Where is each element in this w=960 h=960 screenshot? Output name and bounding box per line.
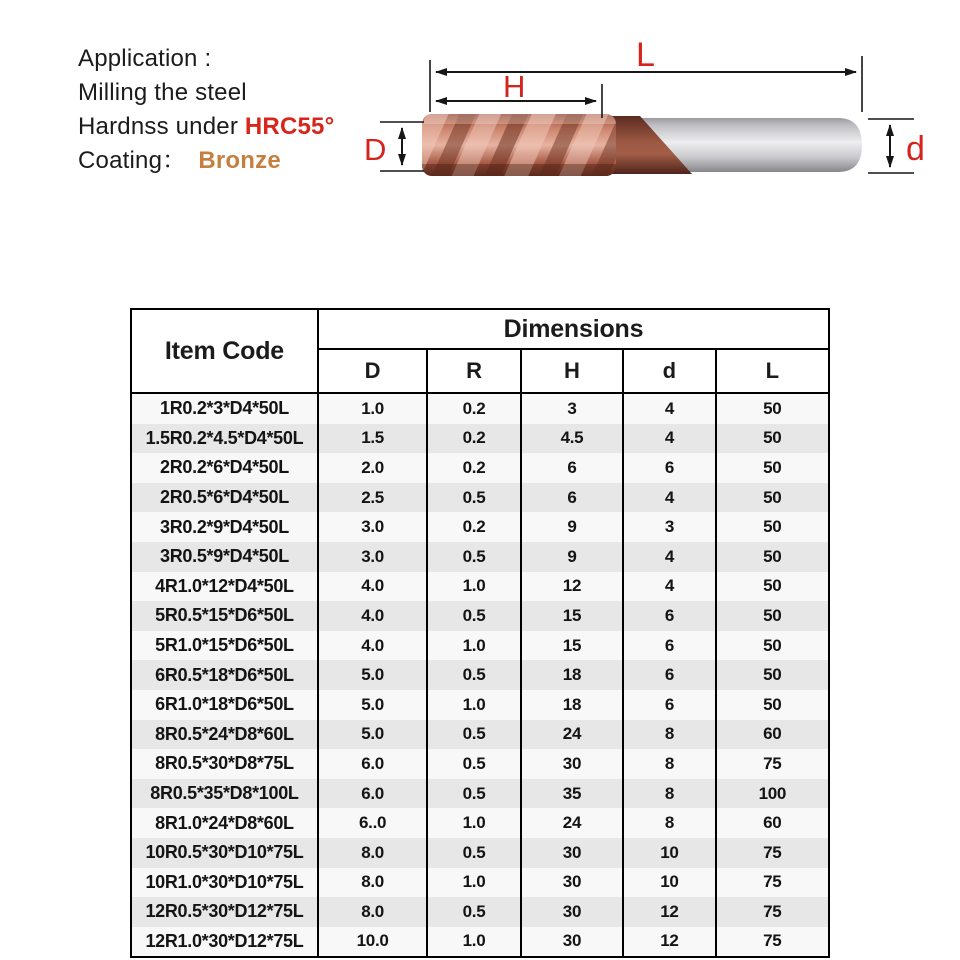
dim-d-cell: 4 bbox=[624, 394, 716, 424]
dim-H-cell: 35 bbox=[522, 779, 624, 809]
dim-D-cell: 5.0 bbox=[319, 660, 428, 690]
column-header-d: d bbox=[624, 350, 716, 392]
dim-label-H: H bbox=[503, 69, 526, 104]
dim-d-cell: 4 bbox=[624, 424, 716, 454]
dim-D-cell: 6.0 bbox=[319, 779, 428, 809]
dim-H-cell: 12 bbox=[522, 572, 624, 602]
dim-H-cell: 24 bbox=[522, 720, 624, 750]
dim-H-cell: 9 bbox=[522, 542, 624, 572]
end-mill-diagram bbox=[350, 28, 950, 193]
table-row bbox=[132, 749, 828, 779]
dim-L-cell: 50 bbox=[763, 428, 782, 448]
dim-d-cell: 3 bbox=[624, 512, 716, 542]
dim-D-cell: 3.0 bbox=[319, 542, 428, 572]
item-code-cell: 1.5R0.2*4.5*D4*50L bbox=[132, 424, 319, 454]
hardness-prefix: Hardnss under bbox=[78, 113, 245, 140]
table-row bbox=[132, 424, 828, 454]
dim-D-cell: 8.0 bbox=[319, 868, 428, 898]
dim-D-cell: 4.0 bbox=[319, 601, 428, 631]
dim-H-cell: 30 bbox=[522, 897, 624, 927]
dim-H-cell: 15 bbox=[522, 601, 624, 631]
dim-L-cell: 50 bbox=[763, 546, 782, 566]
dim-R-cell: 0.5 bbox=[428, 483, 521, 513]
dim-L-cell: 50 bbox=[763, 517, 782, 537]
dim-D-cell: 3.0 bbox=[319, 512, 428, 542]
dim-d-cell: 6 bbox=[624, 631, 716, 661]
application-material-line: Milling the steel bbox=[78, 79, 247, 106]
column-header-H: H bbox=[522, 350, 624, 392]
dim-d-cell: 8 bbox=[624, 779, 716, 809]
dim-D-cell: 6.0 bbox=[319, 749, 428, 779]
item-code-cell: 8R1.0*24*D8*60L bbox=[132, 808, 319, 838]
dim-d-cell: 6 bbox=[624, 660, 716, 690]
dim-d-cell: 8 bbox=[624, 749, 716, 779]
dim-H-cell: 30 bbox=[522, 749, 624, 779]
item-code-cell: 1R0.2*3*D4*50L bbox=[132, 394, 319, 424]
dim-R-cell: 1.0 bbox=[428, 927, 521, 957]
dim-R-cell: 0.2 bbox=[428, 424, 521, 454]
dim-label-D: D bbox=[364, 132, 387, 167]
table-row bbox=[132, 720, 828, 750]
coating-prefix: Coating： bbox=[78, 147, 187, 174]
item-code-cell: 5R1.0*15*D6*50L bbox=[132, 631, 319, 661]
dim-H-cell: 6 bbox=[522, 453, 624, 483]
item-code-cell: 10R1.0*30*D10*75L bbox=[132, 868, 319, 898]
item-code-cell: 8R0.5*24*D8*60L bbox=[132, 720, 319, 750]
dim-R-cell: 1.0 bbox=[428, 572, 521, 602]
dim-d-cell: 4 bbox=[624, 542, 716, 572]
table-row bbox=[132, 779, 828, 809]
table-row bbox=[132, 483, 828, 513]
item-code-cell: 8R0.5*30*D8*75L bbox=[132, 749, 319, 779]
dim-R-cell: 0.2 bbox=[428, 453, 521, 483]
item-code-cell: 12R0.5*30*D12*75L bbox=[132, 897, 319, 927]
dim-D-cell: 5.0 bbox=[319, 720, 428, 750]
dim-H-cell: 18 bbox=[522, 690, 624, 720]
dim-L-cell: 75 bbox=[763, 872, 782, 892]
dim-L-cell: 50 bbox=[763, 576, 782, 596]
dim-D-cell: 2.5 bbox=[319, 483, 428, 513]
dim-D-cell: 8.0 bbox=[319, 838, 428, 868]
table-row bbox=[132, 808, 828, 838]
item-code-cell: 8R0.5*35*D8*100L bbox=[132, 779, 319, 809]
dim-L-cell: 75 bbox=[763, 931, 782, 951]
item-code-cell: 4R1.0*12*D4*50L bbox=[132, 572, 319, 602]
dim-H-cell: 24 bbox=[522, 808, 624, 838]
dim-d-cell: 6 bbox=[624, 453, 716, 483]
dim-R-cell: 0.5 bbox=[428, 720, 521, 750]
dim-D-cell: 10.0 bbox=[319, 927, 428, 957]
dim-R-cell: 0.5 bbox=[428, 601, 521, 631]
dim-H-cell: 3 bbox=[522, 394, 624, 424]
dim-d-cell: 12 bbox=[624, 927, 716, 957]
dim-R-cell: 1.0 bbox=[428, 808, 521, 838]
item-code-cell: 10R0.5*30*D10*75L bbox=[132, 838, 319, 868]
dim-R-cell: 1.0 bbox=[428, 690, 521, 720]
dim-d-cell: 8 bbox=[624, 720, 716, 750]
dim-L-cell: 60 bbox=[763, 813, 782, 833]
dim-H-cell: 4.5 bbox=[522, 424, 624, 454]
table-row bbox=[132, 572, 828, 602]
dim-L-cell: 75 bbox=[763, 842, 782, 862]
dim-D-cell: 4.0 bbox=[319, 572, 428, 602]
dim-D-cell: 4.0 bbox=[319, 631, 428, 661]
item-code-cell: 2R0.2*6*D4*50L bbox=[132, 453, 319, 483]
dim-L-cell: 75 bbox=[763, 901, 782, 921]
dim-D-cell: 6..0 bbox=[319, 808, 428, 838]
table-row bbox=[132, 660, 828, 690]
item-code-cell: 5R0.5*15*D6*50L bbox=[132, 601, 319, 631]
table-row bbox=[132, 631, 828, 661]
dimensions-header: Dimensions bbox=[319, 310, 828, 350]
item-code-cell: 12R1.0*30*D12*75L bbox=[132, 927, 319, 957]
table-row bbox=[132, 542, 828, 572]
dim-R-cell: 1.0 bbox=[428, 868, 521, 898]
item-code-cell: 6R1.0*18*D6*50L bbox=[132, 690, 319, 720]
column-header-L: L bbox=[765, 358, 780, 383]
item-code-cell: 2R0.5*6*D4*50L bbox=[132, 483, 319, 513]
column-header-D: D bbox=[319, 350, 428, 392]
dim-L-cell: 50 bbox=[763, 487, 782, 507]
dim-R-cell: 1.0 bbox=[428, 631, 521, 661]
table-row bbox=[132, 512, 828, 542]
application-title: Application : bbox=[78, 45, 212, 72]
dim-L-cell: 50 bbox=[763, 457, 782, 477]
dim-H-cell: 6 bbox=[522, 483, 624, 513]
dim-d-cell: 10 bbox=[624, 868, 716, 898]
dim-d-cell: 4 bbox=[624, 483, 716, 513]
dim-L-cell: 75 bbox=[763, 753, 782, 773]
dim-H-cell: 30 bbox=[522, 838, 624, 868]
dim-H-cell: 18 bbox=[522, 660, 624, 690]
dim-R-cell: 0.2 bbox=[428, 394, 521, 424]
dim-L-cell: 50 bbox=[763, 605, 782, 625]
flute-section bbox=[379, 28, 639, 193]
dim-R-cell: 0.2 bbox=[428, 512, 521, 542]
dim-H-cell: 9 bbox=[522, 512, 624, 542]
dim-R-cell: 0.5 bbox=[428, 660, 521, 690]
table-row bbox=[132, 927, 828, 957]
dim-d-cell: 10 bbox=[624, 838, 716, 868]
item-code-cell: 3R0.5*9*D4*50L bbox=[132, 542, 319, 572]
dim-H-cell: 15 bbox=[522, 631, 624, 661]
table-body bbox=[132, 394, 828, 956]
dim-d-cell: 6 bbox=[624, 601, 716, 631]
item-code-cell: 3R0.2*9*D4*50L bbox=[132, 512, 319, 542]
column-header-R: R bbox=[428, 350, 521, 392]
dim-L-cell: 50 bbox=[763, 635, 782, 655]
dim-L-cell: 50 bbox=[763, 694, 782, 714]
dim-H-cell: 30 bbox=[522, 868, 624, 898]
dim-L-cell: 50 bbox=[763, 398, 782, 418]
table-row bbox=[132, 690, 828, 720]
table-row bbox=[132, 868, 828, 898]
dim-label-d: d bbox=[906, 130, 925, 168]
dim-L-cell: 100 bbox=[758, 783, 787, 803]
dim-H-cell: 30 bbox=[522, 927, 624, 957]
coating-value: Bronze bbox=[198, 147, 281, 174]
dim-R-cell: 0.5 bbox=[428, 749, 521, 779]
dim-R-cell: 0.5 bbox=[428, 897, 521, 927]
dim-d-cell: 12 bbox=[624, 897, 716, 927]
item-code-header: Item Code bbox=[132, 310, 319, 392]
dim-R-cell: 0.5 bbox=[428, 838, 521, 868]
dim-d-cell: 6 bbox=[624, 690, 716, 720]
dim-R-cell: 0.5 bbox=[428, 779, 521, 809]
dim-d-cell: 4 bbox=[624, 572, 716, 602]
spec-table bbox=[130, 308, 830, 958]
table-row bbox=[132, 601, 828, 631]
dim-D-cell: 1.0 bbox=[319, 394, 428, 424]
hardness-value: HRC55° bbox=[244, 113, 335, 140]
dim-L-cell: 50 bbox=[763, 665, 782, 685]
dim-D-cell: 2.0 bbox=[319, 453, 428, 483]
dim-d-cell: 8 bbox=[624, 808, 716, 838]
dim-R-cell: 0.5 bbox=[428, 542, 521, 572]
dim-D-cell: 5.0 bbox=[319, 690, 428, 720]
table-row bbox=[132, 453, 828, 483]
dim-D-cell: 1.5 bbox=[319, 424, 428, 454]
cutter-diameter-dimension bbox=[380, 122, 424, 171]
table-row bbox=[132, 838, 828, 868]
dim-D-cell: 8.0 bbox=[319, 897, 428, 927]
table-header bbox=[132, 310, 828, 394]
table-row bbox=[132, 897, 828, 927]
dim-label-L: L bbox=[636, 36, 655, 74]
item-code-cell: 6R0.5*18*D6*50L bbox=[132, 660, 319, 690]
table-row bbox=[132, 394, 828, 424]
dim-L-cell: 60 bbox=[763, 724, 782, 744]
